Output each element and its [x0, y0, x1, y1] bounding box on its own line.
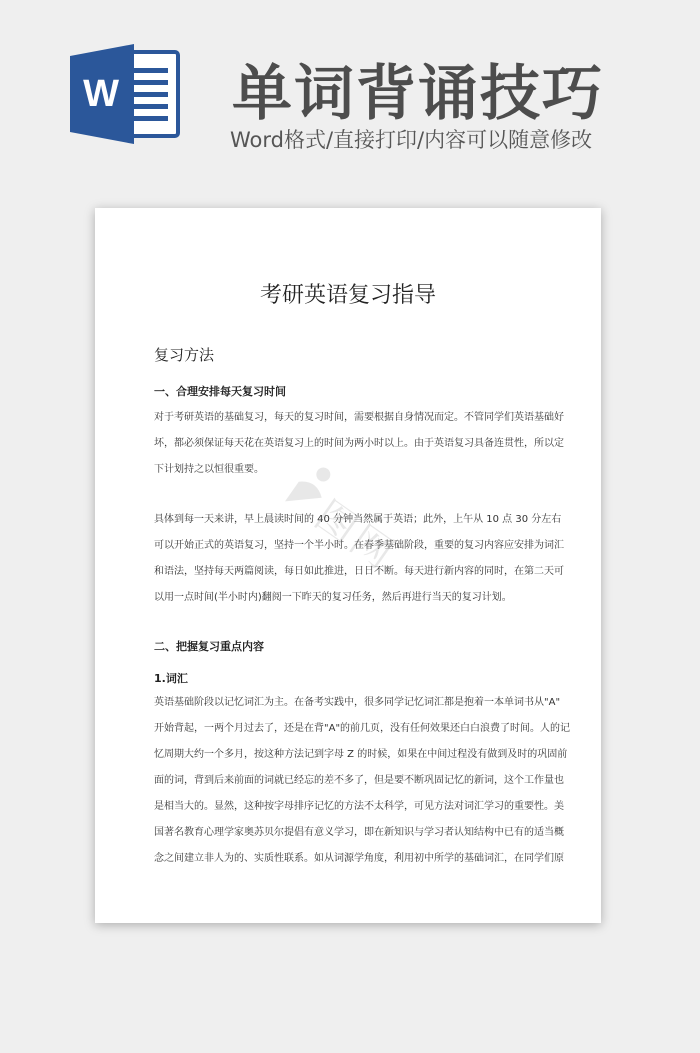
subheading-1: 一、合理安排每天复习时间	[154, 385, 286, 398]
paragraph-line: 可以开始正式的英语复习，坚持一个半小时。在春季基础阶段，重要的复习内容应安排为词汇	[154, 540, 564, 551]
paragraph-line: 下计划持之以恒很重要。	[154, 464, 264, 475]
subheading-3: 1.词汇	[154, 672, 188, 685]
word-doc-icon	[70, 44, 182, 144]
subheading-2: 二、把握复习重点内容	[154, 640, 264, 653]
document-page	[95, 208, 601, 923]
paragraph-line: 和语法，坚持每天两篇阅读，每日如此推进，日日不断。每天进行新内容的同时，在第二天可	[154, 566, 564, 577]
paragraph-1	[154, 405, 564, 483]
watermark-text: 图网	[306, 492, 404, 580]
paragraph-line: 具体到每一天来讲，早上晨读时间的 40 分钟当然属于英语；此外，上午从 10 点 30 分左右	[154, 514, 562, 525]
paragraph-3	[154, 690, 571, 872]
paragraph-line: 以用一点时间(半小时内)翻阅一下昨天的复习任务，然后再进行当天的复习计划。	[154, 592, 512, 603]
paragraph-2	[154, 507, 564, 611]
banner-title: 单词背诵技巧	[232, 59, 604, 129]
document-title: 考研英语复习指导	[259, 283, 436, 308]
paragraph-line: 坏，都必须保证每天花在英语复习上的时间为两小时以上。由于英语复习具备连贯性，所以定	[154, 438, 564, 449]
paragraph-line: 国著名教育心理学家奥苏贝尔提倡有意义学习，即在新知识与学习者认知结构中已有的适当概	[154, 827, 564, 838]
paragraph-line: 是相当大的。显然，这种按字母排序记忆的方法不太科学，可见方法对词汇学习的重要性。美	[154, 801, 564, 812]
banner-subtitle: Word格式/直接打印/内容可以随意修改	[230, 128, 593, 152]
paragraph-line: 面的词，背到后来前面的词就已经忘的差不多了，但是要不断巩固记忆的新词，这个工作量也	[154, 775, 564, 786]
word-icon-letter: W	[83, 73, 119, 115]
paragraph-line: 英语基础阶段以记忆词汇为主。在备考实践中，很多同学记忆词汇都是抱着一本单词书从"A"	[154, 697, 561, 708]
banner	[0, 0, 700, 200]
paragraph-line: 对于考研英语的基础复习，每天的复习时间，需要根据自身情况而定。不管同学们英语基础好	[154, 412, 564, 423]
paragraph-line: 念之间建立非人为的、实质性联系。如从词源学角度，利用初中所学的基础词汇，在同学们原	[154, 853, 564, 864]
paragraph-line: 忆周期大约一个多月，按这种方法记到字母 Z 的时候，如果在中间过程没有做到及时的巩固前	[154, 749, 568, 760]
section-heading: 复习方法	[154, 346, 215, 364]
paragraph-line: 开始背起，一两个月过去了，还是在背"A"的前几页，没有任何效果还白白浪费了时间。人的记	[154, 723, 571, 734]
